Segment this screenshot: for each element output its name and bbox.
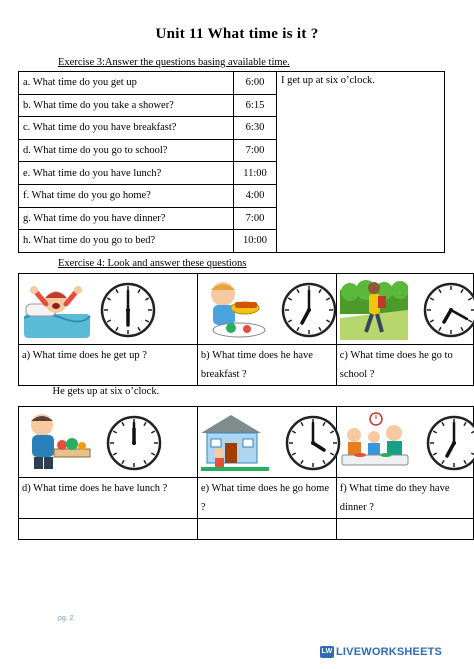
- answer-cell[interactable]: [336, 386, 473, 407]
- time-cell: 10:00: [234, 230, 277, 253]
- picture-cell: [336, 274, 473, 345]
- picture-row: [19, 407, 474, 478]
- clock-6-00-icon: [99, 281, 157, 339]
- clock-12-00-icon: [105, 414, 163, 472]
- clock-7-00-icon: [280, 281, 338, 339]
- answer-row: [19, 519, 474, 540]
- question-cell: a) What time does he get up ?: [19, 345, 198, 386]
- answer-cell[interactable]: [197, 386, 336, 407]
- exercise3-table: [18, 71, 445, 253]
- question-cell: c) What time does he go to school ?: [336, 345, 473, 386]
- exercise3-heading: Exercise 3:Answer the questions basing available time.: [58, 57, 290, 68]
- question-cell: d) What time does he have lunch ?: [19, 478, 198, 519]
- answer-cell[interactable]: [19, 519, 198, 540]
- picture-cell: [197, 407, 336, 478]
- table-row: [19, 72, 445, 95]
- picture-row: [19, 274, 474, 345]
- question-cell: e) What time does he go home ?: [197, 478, 336, 519]
- clock-7-00-icon: [425, 414, 474, 472]
- time-cell: 6:00: [234, 72, 277, 95]
- question-cell: c. What time do you have breakfast?: [19, 117, 234, 140]
- question-cell: f) What time do they have dinner ?: [336, 478, 473, 519]
- time-cell: 6:15: [234, 94, 277, 117]
- question-cell: e. What time do you have lunch?: [19, 162, 234, 185]
- question-cell: d. What time do you go to school?: [19, 139, 234, 162]
- going-home-boy-illustration: [201, 411, 269, 473]
- picture-cell: [19, 274, 198, 345]
- breakfast-boy-illustration: [201, 278, 269, 340]
- liveworksheets-brand-text: LIVEWORKSHEETS: [336, 646, 443, 658]
- lunch-boy-illustration: [22, 411, 94, 473]
- exercise4-table: [18, 273, 474, 540]
- time-cell: 6:30: [234, 117, 277, 140]
- exercise4-heading: Exercise 4: Look and answer these questions: [58, 258, 247, 269]
- answer-cell[interactable]: [197, 519, 336, 540]
- walking-to-school-boy-illustration: [340, 278, 408, 340]
- time-cell: 7:00: [234, 139, 277, 162]
- answer-row: [19, 386, 474, 407]
- liveworksheets-badge-icon: LW: [320, 646, 334, 658]
- time-cell: 11:00: [234, 162, 277, 185]
- picture-cell: [19, 407, 198, 478]
- question-cell: b. What time do you take a shower?: [19, 94, 234, 117]
- page-number: pg. 2: [58, 615, 74, 622]
- clock-4-00-icon: [284, 414, 342, 472]
- question-cell: b) What time does he have breakfast ?: [197, 345, 336, 386]
- question-cell: h. What time do you go to bed?: [19, 230, 234, 253]
- time-cell: 7:00: [234, 207, 277, 230]
- clock-7-20-icon: [422, 281, 474, 339]
- picture-cell: [197, 274, 336, 345]
- answer-cell[interactable]: He gets up at six o’clock.: [52, 386, 160, 397]
- question-cell: a. What time do you get up: [19, 72, 234, 95]
- worksheet-title: Unit 11 What time is it ?: [155, 26, 319, 42]
- liveworksheets-logo[interactable]: [320, 646, 442, 658]
- waking-up-boy-illustration: [22, 278, 94, 340]
- family-dinner-illustration: [340, 411, 410, 473]
- question-row: [19, 478, 474, 519]
- question-cell: f. What time do you go home?: [19, 184, 234, 207]
- picture-cell: [336, 407, 473, 478]
- time-cell: 4:00: [234, 184, 277, 207]
- question-cell: g. What time do you have dinner?: [19, 207, 234, 230]
- answer-cell[interactable]: I get up at six o’clock.: [277, 72, 445, 253]
- answer-cell[interactable]: [336, 519, 473, 540]
- question-row: [19, 345, 474, 386]
